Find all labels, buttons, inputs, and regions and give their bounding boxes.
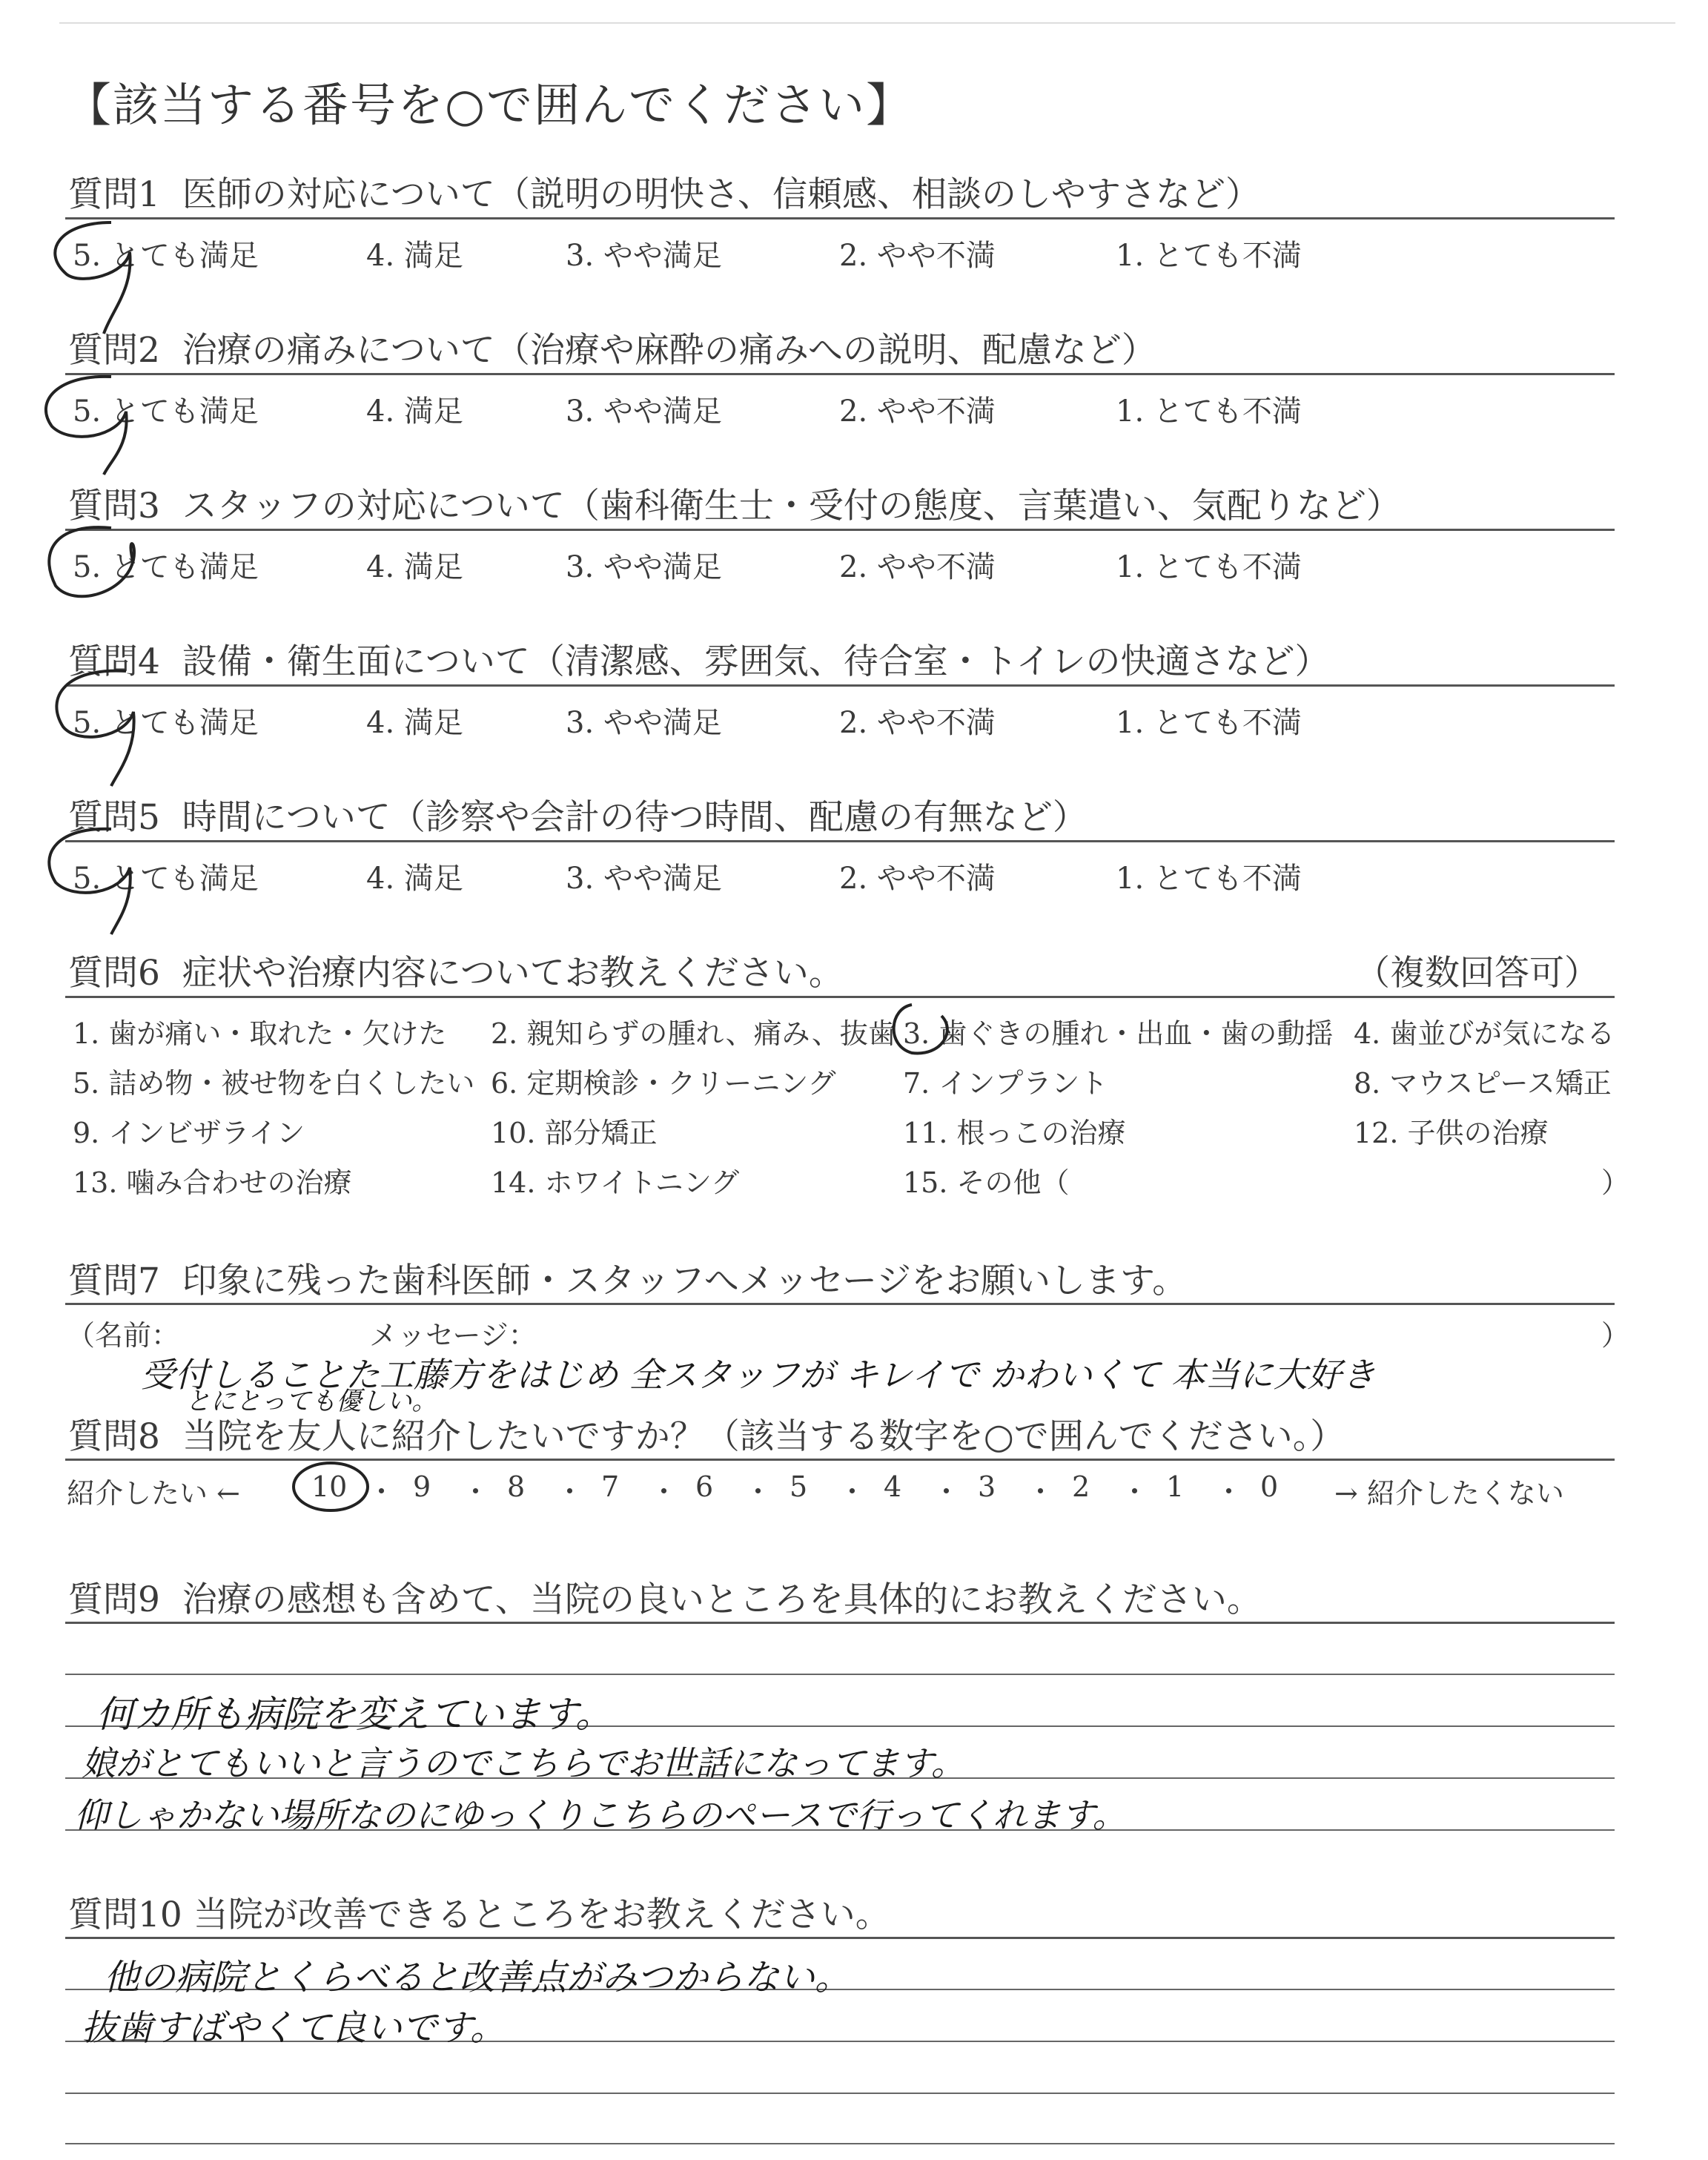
- q3-title: [68, 478, 1401, 528]
- q1-opt-4[interactable]: 4. 満足: [366, 239, 463, 273]
- q1-rule: [65, 217, 1615, 219]
- q4-opt-5[interactable]: 5. とても満足: [73, 706, 259, 740]
- q8-scale-separator: ・: [838, 1476, 867, 1508]
- q4-text: 設備・衛生面について（清潔感、雰囲気、待合室・トイレの快適さなど）: [182, 641, 1330, 682]
- q9-rule: [65, 1622, 1615, 1624]
- q8-scale-7[interactable]: 7: [601, 1470, 620, 1503]
- q6-item-13[interactable]: 13. 噛み合わせの治療: [73, 1166, 352, 1199]
- q9-answer-line: [65, 1674, 1615, 1675]
- q2-opt-3[interactable]: 3. やや満足: [566, 394, 722, 429]
- q3-opt-5[interactable]: 5. とても満足: [73, 550, 259, 584]
- q8-scale-separator: ・: [555, 1476, 584, 1508]
- q8-scale-separator: ・: [1214, 1476, 1243, 1508]
- q5-opt-5[interactable]: 5. とても満足: [73, 862, 259, 896]
- q4-opt-3[interactable]: 3. やや満足: [566, 706, 722, 740]
- q6-item-2[interactable]: 2. 親知らずの腫れ、痛み、抜歯: [491, 1017, 896, 1050]
- q9-answer-2: 娘がとてもいいと言うのでこちらでお世話になってます。: [82, 1743, 965, 1783]
- q2-title: [68, 323, 1156, 372]
- q3-opt-4[interactable]: 4. 満足: [366, 550, 463, 584]
- q2-opt-4[interactable]: 4. 満足: [366, 394, 463, 429]
- q4-label: 質問4: [68, 641, 160, 682]
- q6-item-15[interactable]: 15. その他（: [903, 1166, 1070, 1199]
- q6-item-9[interactable]: 9. インビザライン: [73, 1117, 305, 1149]
- q6-rule: [65, 996, 1615, 998]
- q4-opt-1[interactable]: 1. とても不満: [1116, 706, 1302, 740]
- q10-answer-line: [65, 2093, 1615, 2094]
- q9-label: 質問9: [68, 1579, 160, 1620]
- q6-text: 症状や治療内容についてお教えください。: [182, 953, 844, 994]
- q1-text: 医師の対応について（説明の明快さ、信頼感、相談のしやすさなど）: [182, 174, 1260, 215]
- q4-opt-2[interactable]: 2. やや不満: [839, 706, 996, 740]
- q5-opt-4[interactable]: 4. 満足: [366, 862, 463, 896]
- q6-item-11[interactable]: 11. 根っこの治療: [903, 1117, 1126, 1149]
- q5-opt-3[interactable]: 3. やや満足: [566, 862, 722, 896]
- q8-scale-6[interactable]: 6: [695, 1470, 714, 1503]
- q6-item-15-close: ）: [1601, 1166, 1630, 1199]
- q2-label: 質問2: [68, 330, 160, 371]
- q8-scale-5[interactable]: 5: [790, 1470, 808, 1503]
- q8-scale-separator: ・: [649, 1476, 678, 1508]
- q6-item-8[interactable]: 8. マウスピース矯正: [1354, 1067, 1612, 1100]
- q6-title: [68, 945, 844, 995]
- q8-scale-1[interactable]: 1: [1166, 1470, 1185, 1503]
- q7-text: 印象に残った歯科医師・スタッフへメッセージをお願いします。: [182, 1261, 1188, 1301]
- q8-scale-separator: ・: [1026, 1476, 1055, 1508]
- q3-text: スタッフの対応について（歯科衛生士・受付の態度、言葉遣い、気配りなど）: [182, 486, 1401, 526]
- q6-item-7[interactable]: 7. インプラント: [903, 1067, 1108, 1100]
- q8-label: 質問8: [68, 1416, 160, 1457]
- q8-rule: [65, 1459, 1615, 1461]
- q8-scale-3[interactable]: 3: [978, 1470, 996, 1503]
- q8-right-label: → 紹介したくない: [1334, 1477, 1564, 1510]
- q8-left-label: 紹介したい ←: [67, 1477, 240, 1510]
- q8-scale-8[interactable]: 8: [507, 1470, 526, 1503]
- q3-label: 質問3: [68, 486, 160, 526]
- q10-answer-2: 抜歯すばやくて良いです。: [82, 2007, 506, 2049]
- q4-title: [68, 634, 1330, 684]
- q10-answer-line: [65, 2143, 1615, 2144]
- q3-opt-3[interactable]: 3. やや満足: [566, 550, 722, 584]
- q9-answer-1: 何カ所も病院を変えています。: [96, 1693, 612, 1736]
- q2-opt-5[interactable]: 5. とても満足: [73, 394, 259, 429]
- q1-title: [68, 167, 1260, 217]
- q7-close-paren: ）: [1601, 1319, 1630, 1352]
- q3-opt-1[interactable]: 1. とても不満: [1116, 550, 1302, 584]
- q8-scale-4[interactable]: 4: [884, 1470, 902, 1503]
- q10-answer-1: 他の病院とくらべると改善点がみつからない。: [104, 1957, 851, 1998]
- q5-opt-2[interactable]: 2. やや不満: [839, 862, 996, 896]
- q1-label: 質問1: [68, 174, 160, 215]
- q6-item-6[interactable]: 6. 定期検診・クリーニング: [491, 1067, 836, 1100]
- instruction-heading: 【該当する番号を○で囲んでください】: [65, 78, 914, 132]
- q9-text: 治療の感想も含めて、当院の良いところを具体的にお教えください。: [182, 1579, 1262, 1620]
- q8-scale-separator: ・: [932, 1476, 961, 1508]
- q7-handwritten-line1: 受付しることた工藤方をはじめ 全スタッフが キレイで かわいくて 本当に大好き: [141, 1355, 1376, 1395]
- q6-item-4[interactable]: 4. 歯並びが気になる: [1354, 1017, 1615, 1050]
- q1-opt-5[interactable]: 5. とても満足: [73, 239, 259, 273]
- q7-title: [68, 1253, 1187, 1303]
- top-edge-line: [59, 22, 1675, 24]
- q8-scale-separator: ・: [367, 1476, 396, 1508]
- q10-rule: [65, 1937, 1615, 1939]
- q6-item-3[interactable]: 3. 歯ぐきの腫れ・出血・歯の動揺: [903, 1017, 1334, 1050]
- q6-label: 質問6: [68, 953, 160, 994]
- q6-note: （複数回答可）: [1355, 953, 1599, 994]
- q5-label: 質問5: [68, 797, 160, 838]
- q8-scale-separator: ・: [461, 1476, 490, 1508]
- q8-title: [68, 1409, 1345, 1459]
- q8-scale-separator: ・: [744, 1476, 772, 1508]
- q8-scale-9[interactable]: 9: [413, 1470, 431, 1503]
- q7-label: 質問7: [68, 1261, 160, 1301]
- q4-rule: [65, 684, 1615, 687]
- q5-text: 時間について（診察や会計の待つ時間、配慮の有無など）: [182, 797, 1088, 838]
- q2-opt-2[interactable]: 2. やや不満: [839, 394, 996, 429]
- q5-title: [68, 790, 1088, 839]
- q9-title: [68, 1572, 1262, 1622]
- q3-rule: [65, 529, 1615, 531]
- q7-rule: [65, 1303, 1615, 1305]
- q8-scale-2[interactable]: 2: [1072, 1470, 1090, 1503]
- q6-item-1[interactable]: 1. 歯が痛い・取れた・欠けた: [73, 1017, 447, 1050]
- q3-opt-2[interactable]: 2. やや不満: [839, 550, 996, 584]
- q10-label: 質問10: [68, 1895, 182, 1935]
- q5-opt-1[interactable]: 1. とても不満: [1116, 862, 1302, 896]
- q8-scale-separator: ・: [1120, 1476, 1149, 1508]
- q8-scale-10[interactable]: 10: [311, 1470, 348, 1503]
- q7-name-label: （名前：: [67, 1319, 180, 1352]
- q2-opt-1[interactable]: 1. とても不満: [1116, 394, 1302, 429]
- q6-item-5[interactable]: 5. 詰め物・被せ物を白くしたい: [73, 1067, 475, 1100]
- q2-rule: [65, 373, 1615, 375]
- q10-title: [68, 1887, 890, 1937]
- q2-text: 治療の痛みについて（治療や麻酔の痛みへの説明、配慮など）: [182, 330, 1156, 371]
- q1-opt-1[interactable]: 1. とても不満: [1116, 239, 1302, 273]
- q6-item-12[interactable]: 12. 子供の治療: [1354, 1117, 1549, 1149]
- q6-item-10[interactable]: 10. 部分矯正: [491, 1117, 658, 1149]
- q4-opt-4[interactable]: 4. 満足: [366, 706, 463, 740]
- q5-rule: [65, 840, 1615, 842]
- q10-text: 当院が改善できるところをお教えください。: [193, 1895, 890, 1935]
- q7-message-label: メッセージ：: [369, 1319, 537, 1352]
- q9-answer-3: 仰しゃかない場所なのにゆっくりこちらのペースで行ってくれます。: [74, 1795, 1127, 1835]
- q1-opt-3[interactable]: 3. やや満足: [566, 239, 722, 273]
- q8-scale-0[interactable]: 0: [1260, 1470, 1279, 1503]
- q1-opt-2[interactable]: 2. やや不満: [839, 239, 996, 273]
- q8-text: 当院を友人に紹介したいですか？（該当する数字を○で囲んでください。）: [182, 1416, 1345, 1457]
- q7-handwritten-line2: とにとっても優しい。: [185, 1387, 437, 1416]
- q6-item-14[interactable]: 14. ホワイトニング: [491, 1166, 740, 1199]
